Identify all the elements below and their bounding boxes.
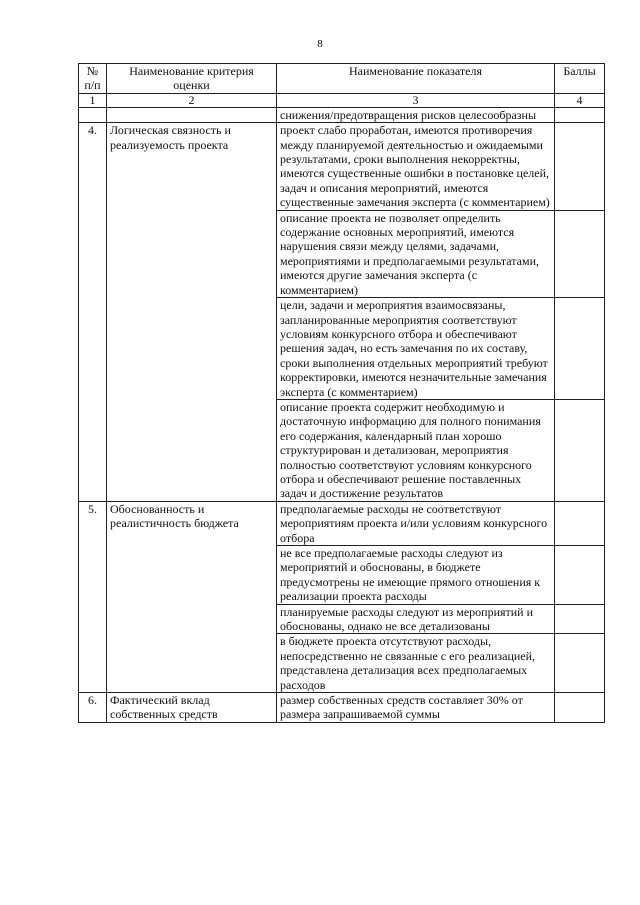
header-indicator: Наименование показателя [277, 64, 555, 94]
score-cell [555, 634, 605, 693]
row-number: 6. [79, 693, 107, 723]
header-num: № п/п [79, 64, 107, 94]
indicator-cell: в бюджете проекта отсутствуют расходы, непосредственно не связанные с его реализацией, представлена детализация всех предполагаемых расходов [277, 634, 555, 693]
header-row [79, 64, 605, 94]
score-cell [555, 298, 605, 400]
score-cell [555, 399, 605, 501]
criterion-cell: Обоснованность и реалистичность бюджета [107, 501, 277, 692]
page-number: 8 [317, 38, 323, 50]
indicator-cell: снижения/предотвращения рисков целесообразны [277, 107, 555, 122]
indicator-cell: описание проекта содержит необходимую и достаточную информацию для полного понимания его содержания, календарный план хорошо структурирован и детализован, мероприятия полностью соответствуют условиям конкурсного отбора и обеспечивают решение поставленных задач и достижение результатов [277, 399, 555, 501]
indicator-cell: цели, задачи и мероприятия взаимосвязаны, запланированные мероприятия соответствуют условиям конкурсного отбора и обеспечивают решения задач, но есть замечания по их составу, сроки выполнения отдельных мероприятий требуют корректировки, имеются незначительные замечания эксперта (с комментарием) [277, 298, 555, 400]
score-cell [555, 123, 605, 210]
score-cell [555, 693, 605, 723]
score-cell [555, 546, 605, 605]
header-score: Баллы [555, 64, 605, 94]
indicator-cell: планируемые расходы следуют из мероприятий и обоснованы, однако не все детализованы [277, 604, 555, 634]
row-number: 4. [79, 123, 107, 502]
indicator-cell: размер собственных средств составляет 30% от размера запрашиваемой суммы [277, 693, 555, 723]
column-number: 4 [555, 93, 605, 107]
table-row [79, 693, 605, 723]
score-cell [555, 210, 605, 297]
indicator-cell: описание проекта не позволяет определить содержание основных мероприятий, имеются нарушения связи между целями, задачами, мероприятиями и предполагаемыми результатами, имеются другие замечания эксперта (с комментарием) [277, 210, 555, 297]
score-cell [555, 501, 605, 545]
score-cell [555, 107, 605, 122]
table-row [79, 123, 605, 210]
column-number: 1 [79, 93, 107, 107]
table-row [79, 107, 605, 122]
column-number: 3 [277, 93, 555, 107]
row-number: 5. [79, 501, 107, 692]
criteria-table [78, 63, 605, 723]
criterion-cell: Фактический вклад собственных средств [107, 693, 277, 723]
indicator-cell: проект слабо проработан, имеются противоречия между планируемой деятельностью и ожидаемыми результатами, сроки выполнения некорректны, имеются существенные ошибки в постановке целей, задач и описания мероприятий, имеются существенные замечания эксперта (с комментарием) [277, 123, 555, 210]
column-number: 2 [107, 93, 277, 107]
score-cell [555, 604, 605, 634]
criterion-cell: Логическая связность и реализуемость проекта [107, 123, 277, 502]
column-number-row [79, 93, 605, 107]
indicator-cell: предполагаемые расходы не соответствуют мероприятиям проекта и/или условиям конкурсного отбора [277, 501, 555, 545]
header-criterion: Наименование критерия оценки [107, 64, 277, 94]
indicator-cell: не все предполагаемые расходы следуют из мероприятий и обоснованы, в бюджете предусмотрены не имеющие прямого отношения к реализации проекта расходы [277, 546, 555, 605]
table-row [79, 501, 605, 545]
